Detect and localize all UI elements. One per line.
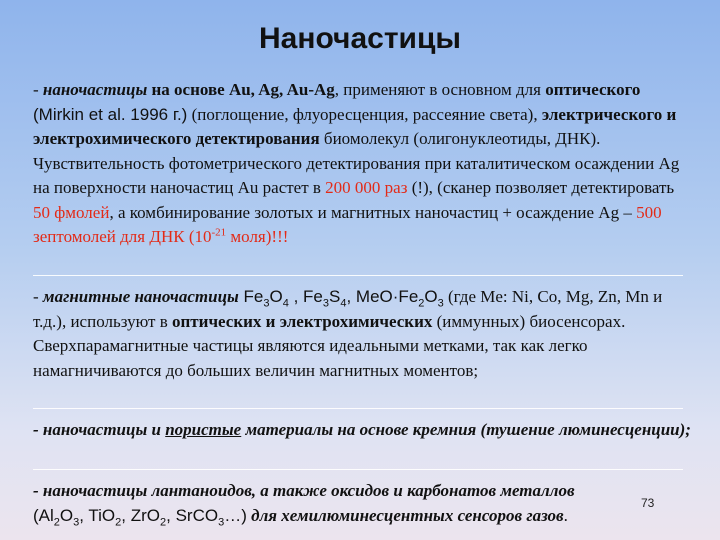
subscript: 3 <box>218 515 225 528</box>
paragraph-silicon-materials <box>33 418 693 443</box>
text: (!), (сканер позволяет детектировать <box>407 178 675 197</box>
subscript: 3 <box>73 515 80 528</box>
subscript: 2 <box>418 297 425 310</box>
divider <box>33 469 683 470</box>
subscript: 2 <box>160 515 167 528</box>
text: . <box>563 505 568 525</box>
subscript: 3 <box>322 297 330 310</box>
formula: , ZrO <box>121 505 161 525</box>
text: наночастицы <box>42 80 148 99</box>
text: для хемилюминесцентных сенсоров газов <box>246 505 564 525</box>
formula: , Fe <box>288 287 323 306</box>
text: (где Me: Ni, Co, Mg, Zn, Mn и т.д.), используют в <box>33 287 663 331</box>
paragraph-magnetic-nanoparticles <box>33 285 693 383</box>
text: биомолекул (олигонуклеотиды, ДНК). Чувствительность фотометрического детектирования при каталитическом осаждении Ag на поверхности наночастиц Au растет в <box>33 129 680 197</box>
subscript: 3 <box>263 297 270 310</box>
text: , применяют в основном для <box>334 80 546 99</box>
text: , а комбинирование золотых и магнитных наночастиц + осаждение Ag – <box>109 202 637 222</box>
text: оптического <box>545 80 641 99</box>
divider <box>33 408 683 409</box>
formula: , MeO·Fe <box>346 287 419 306</box>
underlined-text: пористые <box>165 420 242 439</box>
subscript: 2 <box>115 515 122 528</box>
formula: O <box>269 287 283 306</box>
subscript: 2 <box>53 515 60 528</box>
text: оптических и электрохимических <box>172 311 433 331</box>
text: магнитные наночастицы <box>42 287 239 306</box>
superscript: -21 <box>211 226 227 239</box>
text: электрического и электрохимического детектирования <box>33 104 677 148</box>
subscript: 4 <box>282 297 289 310</box>
paragraph-noble-metal-nanoparticles <box>33 78 693 250</box>
formula: S <box>329 287 341 306</box>
citation: (Mirkin et al. 1996 г.) <box>33 104 188 124</box>
text: (иммунных) биосенсорах. Сверхпарамагнитные частицы являются идеальными метками, так как легко намагничиваются до больших величин магнитных моментов; <box>33 311 626 380</box>
text: материалы на основе кремния (тушение люминесценции); <box>241 420 691 439</box>
slide-number: 73 <box>641 496 655 510</box>
highlight-text: 50 фмолей <box>33 202 110 222</box>
highlight-text: моля)!!! <box>226 227 289 246</box>
text: на основе Au, Ag, Au-Ag <box>147 80 335 99</box>
text: - <box>33 80 43 99</box>
formula: , SrCO <box>166 505 219 525</box>
text: - <box>33 287 43 306</box>
text: - наночастицы лантаноидов, а также оксидов и карбонатов металлов <box>33 481 575 500</box>
subscript: 4 <box>340 297 347 310</box>
slide-title: Наночастицы <box>258 22 462 55</box>
text: - наночастицы и <box>33 420 166 439</box>
formula: Fe <box>238 287 264 306</box>
formula: O <box>59 505 74 525</box>
subscript: 3 <box>437 297 444 310</box>
formula: (Al <box>33 505 54 525</box>
highlight-text: 500 зептомолей для ДНК (10 <box>33 202 662 246</box>
divider <box>33 275 683 276</box>
formula: …) <box>224 505 247 525</box>
formula: O <box>424 287 438 306</box>
highlight-text: 200 000 раз <box>325 178 408 197</box>
text: (поглощение, флуоресценция, рассеяние света), <box>187 104 542 124</box>
paragraph-lanthanide-nanoparticles <box>33 479 693 528</box>
formula: , TiO <box>79 505 116 525</box>
